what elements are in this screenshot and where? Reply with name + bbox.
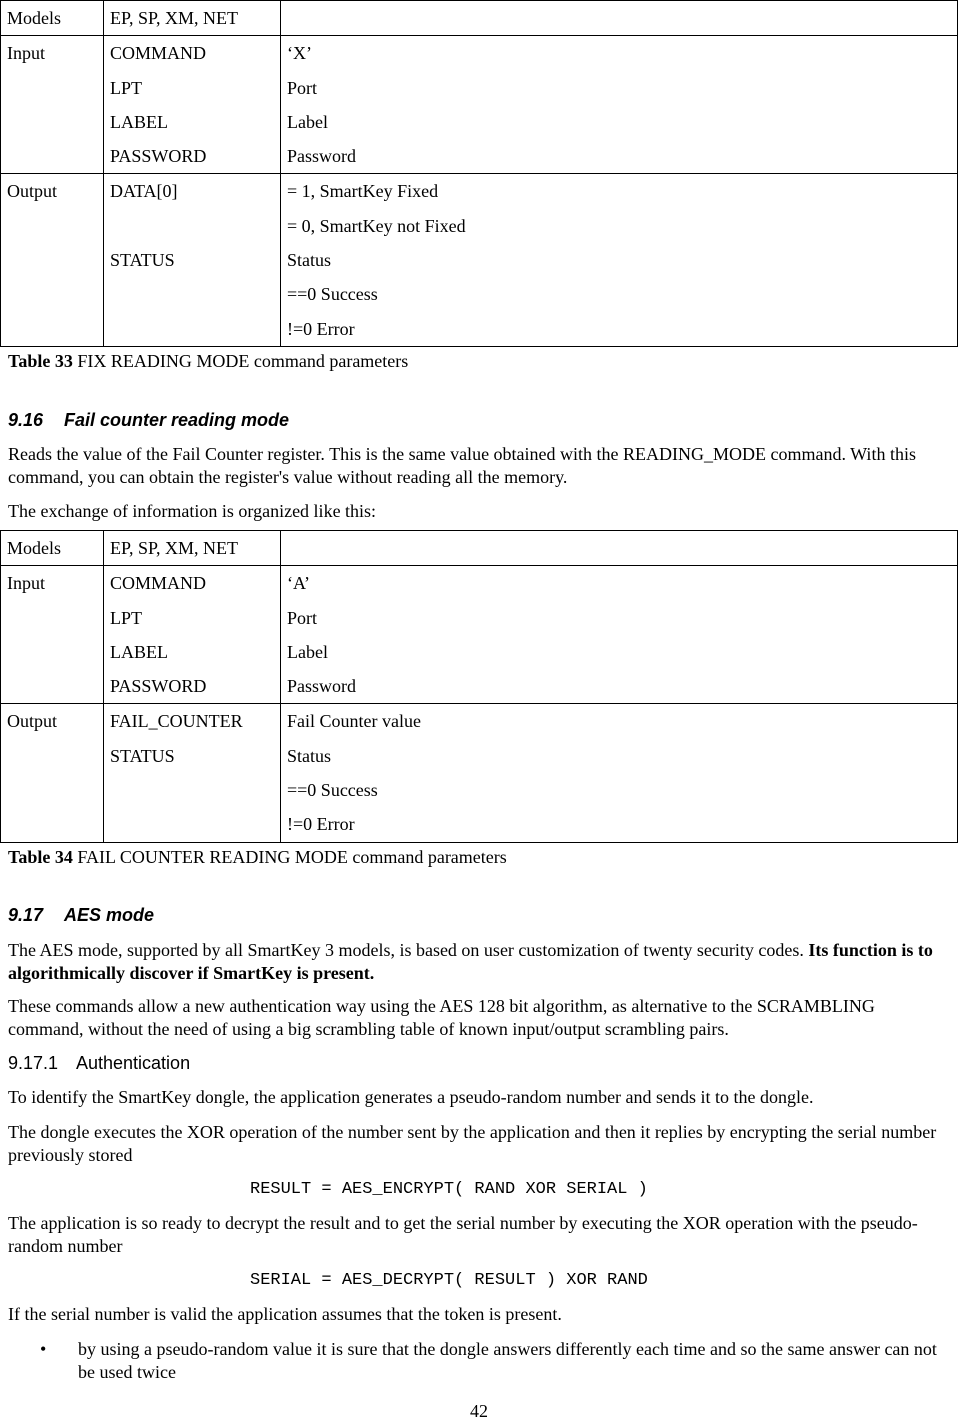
row-label: Input xyxy=(7,573,45,594)
section-heading xyxy=(8,409,289,432)
param-desc: Password xyxy=(287,676,357,697)
table-row-models xyxy=(1,531,958,566)
param-name: DATA[0] xyxy=(110,181,178,202)
param-name xyxy=(110,807,274,841)
param-name: PASSWORD xyxy=(110,146,207,167)
paragraph: The dongle executes the XOR operation of the number sent by the application and then it replies by encrypting the serial number previously stored xyxy=(8,1122,937,1165)
param-name: STATUS xyxy=(110,250,175,271)
param-name xyxy=(110,209,274,243)
param-desc: Port xyxy=(287,607,318,628)
paragraph: To identify the SmartKey dongle, the application generates a pseudo-random number and sends it to the dongle. xyxy=(8,1087,814,1107)
bullet-text: by using a pseudo-random value it is sure that the dongle answers differently each time and so the same answer can not be used twice xyxy=(78,1339,937,1382)
section-title: AES mode xyxy=(64,905,155,925)
param-name: FAIL_COUNTER xyxy=(110,711,243,732)
caption-text: FAIL COUNTER READING MODE command parameters xyxy=(72,847,507,867)
paragraph-text: The AES mode, supported by all SmartKey 3 models, is based on user customization of twenty security codes. xyxy=(8,940,809,960)
table-caption xyxy=(8,846,507,869)
param-desc: Label xyxy=(287,111,328,132)
param-name: LPT xyxy=(110,607,143,628)
paragraph xyxy=(8,939,948,985)
subsection-heading xyxy=(8,1052,190,1075)
param-desc: ‘A’ xyxy=(287,573,310,594)
param-name: PASSWORD xyxy=(110,676,207,697)
param-desc: Label xyxy=(287,641,328,662)
param-name: LPT xyxy=(110,77,143,98)
paragraph: Reads the value of the Fail Counter register. This is the same value obtained with the READING_MODE command. With this command, you can obtain the register's value without reading all the memory. xyxy=(8,444,916,487)
param-desc: Password xyxy=(287,146,357,167)
row-label: Input xyxy=(7,43,45,64)
param-desc: Fail Counter value xyxy=(287,711,421,732)
param-desc: !=0 Error xyxy=(287,318,355,339)
table-row-input xyxy=(1,36,958,174)
models-value: EP, SP, XM, NET xyxy=(110,8,239,28)
caption-number: Table 33 xyxy=(8,351,73,371)
paragraph: If the serial number is valid the application assumes that the token is present. xyxy=(8,1304,562,1324)
param-desc: Status xyxy=(287,745,332,766)
param-name: COMMAND xyxy=(110,573,207,594)
page-number: 42 xyxy=(470,1401,488,1421)
table-33 xyxy=(0,0,958,347)
section-heading xyxy=(8,904,154,927)
subsection-number: 9.17.1 xyxy=(8,1053,59,1073)
caption-number: Table 34 xyxy=(8,847,73,867)
section-number: 9.17 xyxy=(8,905,44,925)
bullet-dot: • xyxy=(40,1339,47,1359)
section-number: 9.16 xyxy=(8,410,44,430)
table-row-output xyxy=(1,704,958,842)
param-name xyxy=(110,277,274,311)
paragraph-bold-text: Its function is to algorithmically discover if SmartKey is present. xyxy=(8,940,933,983)
param-desc: Port xyxy=(287,77,318,98)
param-name: LABEL xyxy=(110,111,168,132)
models-desc xyxy=(287,1,951,35)
table-row-models xyxy=(1,1,958,36)
row-label: Output xyxy=(7,181,58,202)
param-name xyxy=(110,312,274,346)
table-row-input xyxy=(1,566,958,704)
code-line: RESULT = AES_ENCRYPT( RAND XOR SERIAL ) xyxy=(250,1180,648,1199)
param-desc: = 1, SmartKey Fixed xyxy=(287,181,439,202)
subsection-title: Authentication xyxy=(76,1053,191,1073)
row-label: Models xyxy=(7,538,61,558)
param-desc: Status xyxy=(287,250,332,271)
table-row-output xyxy=(1,174,958,346)
param-desc: ‘X’ xyxy=(287,43,312,64)
param-desc: !=0 Error xyxy=(287,814,355,835)
paragraph: The exchange of information is organized like this: xyxy=(8,501,377,521)
models-desc xyxy=(287,531,951,565)
param-name: COMMAND xyxy=(110,43,207,64)
paragraph: These commands allow a new authentication way using the AES 128 bit algorithm, as alternative to the SCRAMBLING command, without the need of using a big scrambling table of known input/output scrambling pairs. xyxy=(8,996,875,1039)
param-desc: ==0 Success xyxy=(287,284,378,305)
param-name xyxy=(110,773,274,807)
models-value: EP, SP, XM, NET xyxy=(110,538,239,558)
param-desc: = 0, SmartKey not Fixed xyxy=(287,215,466,236)
param-name: STATUS xyxy=(110,745,175,766)
caption-text: FIX READING MODE command parameters xyxy=(72,351,409,371)
paragraph: The application is so ready to decrypt the result and to get the serial number by executing the XOR operation with the pseudo-random number xyxy=(8,1213,918,1256)
row-label: Output xyxy=(7,711,58,732)
param-desc: ==0 Success xyxy=(287,780,378,801)
row-label: Models xyxy=(7,8,61,28)
table-caption xyxy=(8,350,408,373)
section-title: Fail counter reading mode xyxy=(64,410,290,430)
table-34 xyxy=(0,530,958,843)
param-name: LABEL xyxy=(110,641,168,662)
code-line: SERIAL = AES_DECRYPT( RESULT ) XOR RAND xyxy=(250,1271,648,1290)
